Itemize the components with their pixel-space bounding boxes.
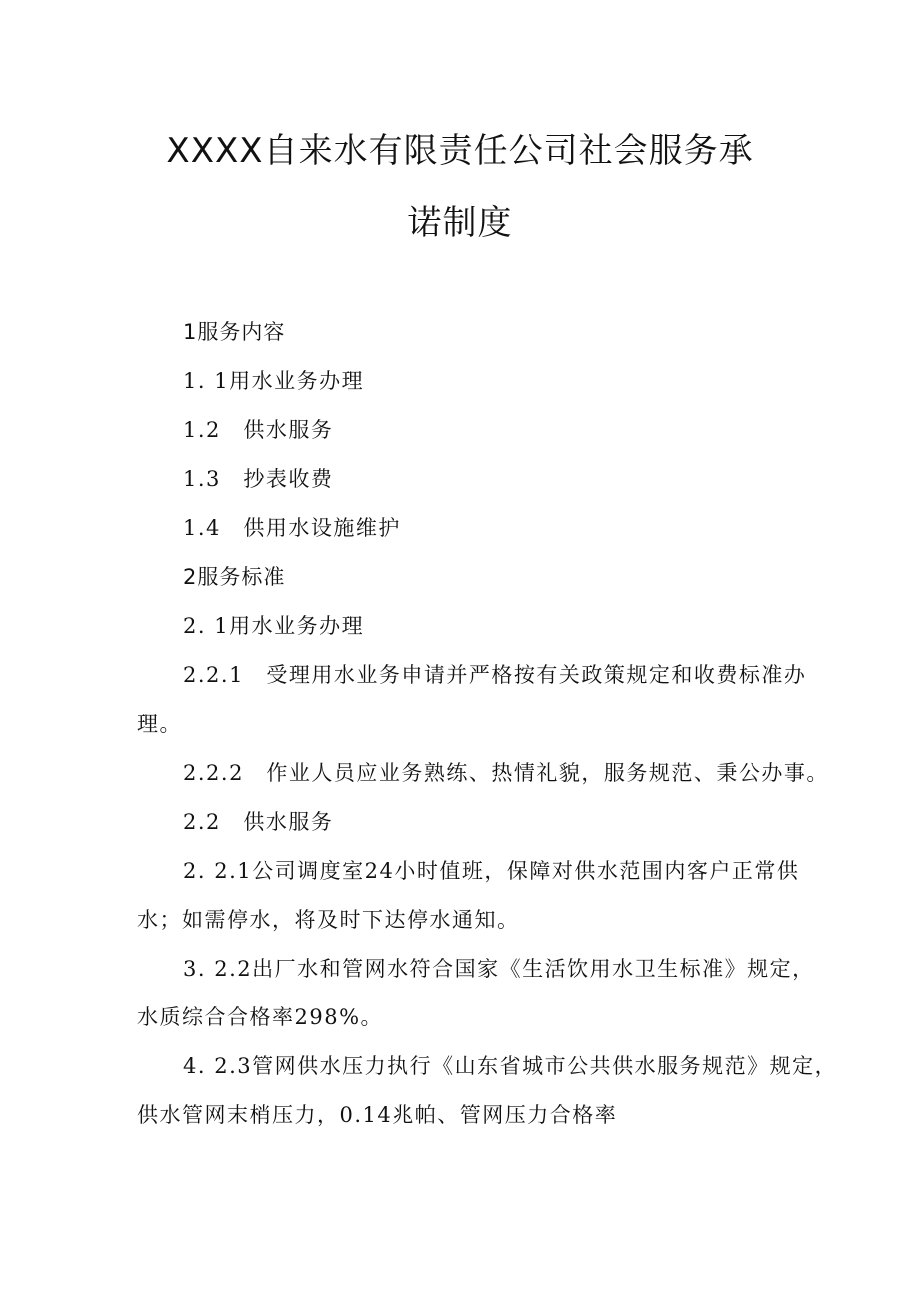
section-heading-service-content: 1服务内容 bbox=[183, 320, 286, 344]
document-title-line-2: 诺制度 bbox=[407, 203, 513, 243]
item-1-2: 1.2 供水服务 bbox=[183, 418, 334, 442]
section-heading-service-standard: 2服务标准 bbox=[183, 565, 286, 589]
item-2-2: 2.2 供水服务 bbox=[183, 810, 334, 834]
paragraph-2-2-1-line-1: 2.2.1 受理用水业务申请并严格按有关政策规定和收费标准办 bbox=[183, 663, 807, 687]
paragraph-2-2-1b-line-1: 2. 2.1公司调度室24小时值班，保障对供水范围内客户正常供 bbox=[183, 859, 800, 883]
item-1-1: 1. 1用水业务办理 bbox=[183, 369, 365, 393]
paragraph-2-2-1b-line-2: 水；如需停水，将及时下达停水通知。 bbox=[137, 908, 520, 932]
paragraph-2-2-1-line-2: 理。 bbox=[137, 712, 182, 736]
paragraph-2-2-2: 2.2.2 作业人员应业务熟练、热情礼貌，服务规范、秉公办事。 bbox=[183, 761, 829, 785]
paragraph-4-2-3-line-1: 4. 2.3管网供水压力执行《山东省城市公共供水服务规范》规定， bbox=[183, 1054, 838, 1078]
item-1-4: 1.4 供用水设施维护 bbox=[183, 516, 401, 540]
paragraph-3-2-2-line-2: 水质综合合格率298%。 bbox=[137, 1005, 384, 1029]
item-2-1: 2. 1用水业务办理 bbox=[183, 614, 365, 638]
paragraph-3-2-2-line-1: 3. 2.2出厂水和管网水符合国家《生活饮用水卫生标准》规定， bbox=[183, 957, 815, 981]
item-1-3: 1.3 抄表收费 bbox=[183, 467, 334, 491]
document-title-line-1: XXXX自来水有限责任公司社会服务承 bbox=[166, 131, 754, 171]
paragraph-4-2-3-line-2: 供水管网末梢压力，0.14兆帕、管网压力合格率 bbox=[137, 1103, 618, 1127]
